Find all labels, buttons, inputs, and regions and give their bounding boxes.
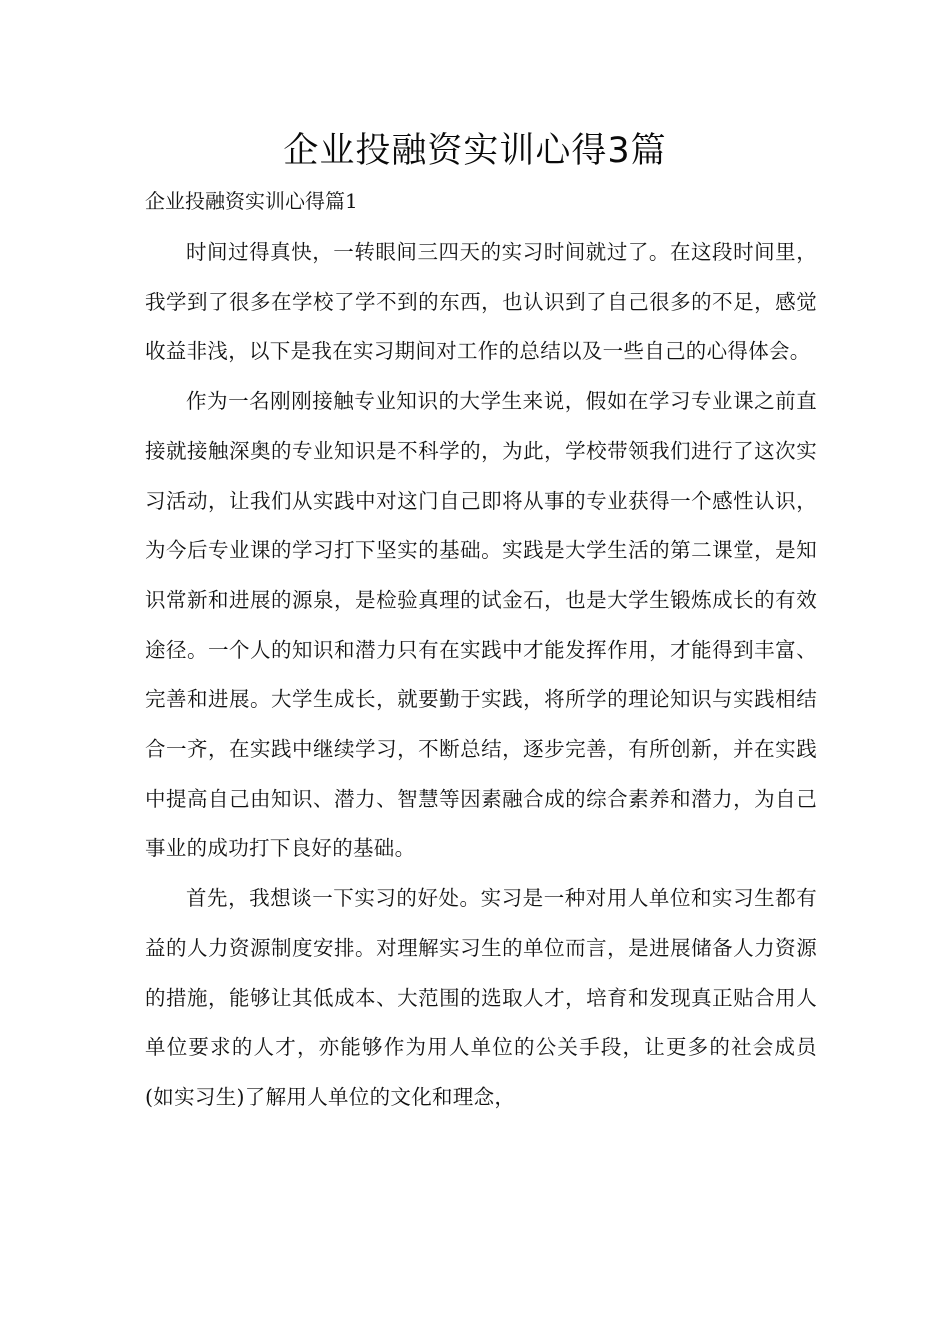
paragraph-3: 首先，我想谈一下实习的好处。实习是一种对用人单位和实习生都有益的人力资源制度安排。对理解实习生的单位而言，是进展储备人力资源的措施，能够让其低成本、大范围的选取人才，培育和发现真正贴合用人单位要求的人才，亦能够作为用人单位的公关手段，让更多的社会成员(如实习生)了解用人单位的文化和理念， <box>145 886 817 1109</box>
document-title: 企业投融资实训心得3篇 <box>283 131 667 171</box>
document-body <box>145 228 817 1123</box>
paragraph-1: 时间过得真快，一转眼间三四天的实习时间就过了。在这段时间里，我学到了很多在学校了学不到的东西，也认识到了自己很多的不足，感觉收益非浅，以下是我在实习期间对工作的总结以及一些自己的心得体会。 <box>145 240 817 364</box>
paragraph-2: 作为一名刚刚接触专业知识的大学生来说，假如在学习专业课之前直接就接触深奥的专业知识是不科学的，为此，学校带领我们进行了这次实习活动，让我们从实践中对这门自己即将从事的专业获得一个感性认识，为今后专业课的学习打下坚实的基础。实践是大学生活的第二课堂，是知识常新和进展的源泉，是检验真理的试金石，也是大学生锻炼成长的有效途径。一个人的知识和潜力只有在实践中才能发挥作用，才能得到丰富、完善和进展。大学生成长，就要勤于实践，将所学的理论知识与实践相结合一齐，在实践中继续学习，不断总结，逐步完善，有所创新，并在实践中提高自己由知识、潜力、智慧等因素融合成的综合素养和潜力，为自己事业的成功打下良好的基础。 <box>145 389 817 861</box>
section-heading: 企业投融资实训心得篇1 <box>145 189 358 213</box>
